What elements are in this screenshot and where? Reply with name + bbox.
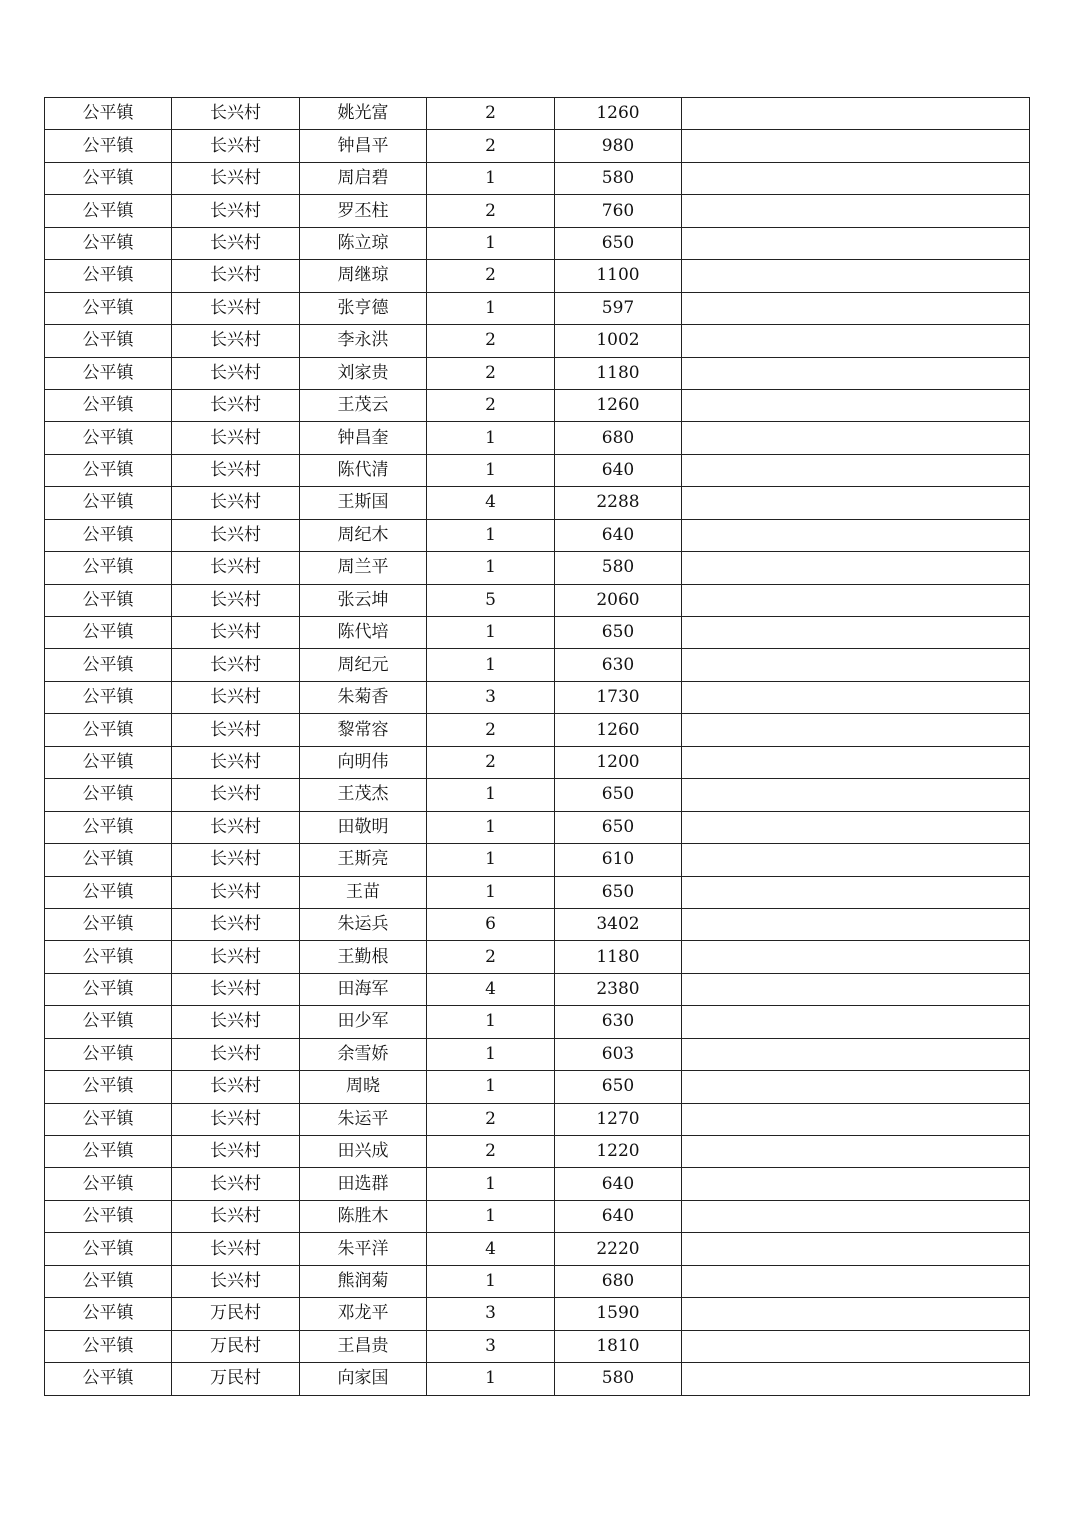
name-cell: 向明伟 xyxy=(300,746,427,778)
note-cell xyxy=(682,1103,1030,1135)
note-cell xyxy=(682,98,1030,130)
amount-cell: 580 xyxy=(555,162,682,194)
note-cell xyxy=(682,973,1030,1005)
amount-cell: 760 xyxy=(555,195,682,227)
town-cell: 公平镇 xyxy=(45,487,172,519)
village-cell: 长兴村 xyxy=(172,714,300,746)
amount-cell: 603 xyxy=(555,1038,682,1070)
table-row xyxy=(45,357,1030,389)
table-row xyxy=(45,811,1030,843)
amount-cell: 640 xyxy=(555,1168,682,1200)
town-cell: 公平镇 xyxy=(45,973,172,1005)
amount-cell: 650 xyxy=(555,876,682,908)
household-count-cell: 3 xyxy=(427,1298,555,1330)
amount-cell: 1270 xyxy=(555,1103,682,1135)
table-row xyxy=(45,422,1030,454)
name-cell: 邓龙平 xyxy=(300,1298,427,1330)
household-count-cell: 1 xyxy=(427,779,555,811)
note-cell xyxy=(682,325,1030,357)
household-count-cell: 1 xyxy=(427,422,555,454)
note-cell xyxy=(682,357,1030,389)
table-row xyxy=(45,908,1030,940)
village-cell: 长兴村 xyxy=(172,779,300,811)
village-cell: 长兴村 xyxy=(172,876,300,908)
village-cell: 长兴村 xyxy=(172,1136,300,1168)
note-cell xyxy=(682,746,1030,778)
household-count-cell: 2 xyxy=(427,195,555,227)
household-count-cell: 1 xyxy=(427,617,555,649)
amount-cell: 1730 xyxy=(555,681,682,713)
table-row xyxy=(45,1103,1030,1135)
note-cell xyxy=(682,1330,1030,1362)
amount-cell: 1100 xyxy=(555,260,682,292)
household-count-cell: 1 xyxy=(427,1006,555,1038)
village-cell: 长兴村 xyxy=(172,584,300,616)
town-cell: 公平镇 xyxy=(45,1006,172,1038)
village-cell: 长兴村 xyxy=(172,552,300,584)
amount-cell: 630 xyxy=(555,649,682,681)
amount-cell: 3402 xyxy=(555,908,682,940)
name-cell: 朱菊香 xyxy=(300,681,427,713)
table-row xyxy=(45,1330,1030,1362)
name-cell: 朱平洋 xyxy=(300,1233,427,1265)
amount-cell: 1200 xyxy=(555,746,682,778)
town-cell: 公平镇 xyxy=(45,422,172,454)
village-cell: 长兴村 xyxy=(172,519,300,551)
name-cell: 王斯国 xyxy=(300,487,427,519)
household-count-cell: 2 xyxy=(427,1136,555,1168)
town-cell: 公平镇 xyxy=(45,552,172,584)
town-cell: 公平镇 xyxy=(45,325,172,357)
town-cell: 公平镇 xyxy=(45,941,172,973)
table-row xyxy=(45,98,1030,130)
name-cell: 田海军 xyxy=(300,973,427,1005)
town-cell: 公平镇 xyxy=(45,1038,172,1070)
amount-cell: 1810 xyxy=(555,1330,682,1362)
name-cell: 周兰平 xyxy=(300,552,427,584)
town-cell: 公平镇 xyxy=(45,195,172,227)
name-cell: 王苗 xyxy=(300,876,427,908)
village-cell: 长兴村 xyxy=(172,973,300,1005)
town-cell: 公平镇 xyxy=(45,162,172,194)
table-row xyxy=(45,746,1030,778)
note-cell xyxy=(682,130,1030,162)
household-count-cell: 4 xyxy=(427,1233,555,1265)
name-cell: 周继琼 xyxy=(300,260,427,292)
town-cell: 公平镇 xyxy=(45,454,172,486)
amount-cell: 580 xyxy=(555,1363,682,1395)
note-cell xyxy=(682,584,1030,616)
note-cell xyxy=(682,389,1030,421)
amount-cell: 640 xyxy=(555,454,682,486)
household-count-cell: 4 xyxy=(427,973,555,1005)
note-cell xyxy=(682,487,1030,519)
amount-cell: 640 xyxy=(555,1200,682,1232)
note-cell xyxy=(682,260,1030,292)
note-cell xyxy=(682,649,1030,681)
village-cell: 长兴村 xyxy=(172,389,300,421)
town-cell: 公平镇 xyxy=(45,292,172,324)
name-cell: 周纪木 xyxy=(300,519,427,551)
household-count-cell: 2 xyxy=(427,130,555,162)
household-count-cell: 2 xyxy=(427,1103,555,1135)
note-cell xyxy=(682,292,1030,324)
name-cell: 朱运兵 xyxy=(300,908,427,940)
note-cell xyxy=(682,681,1030,713)
note-cell xyxy=(682,1006,1030,1038)
note-cell xyxy=(682,1200,1030,1232)
name-cell: 李永洪 xyxy=(300,325,427,357)
amount-cell: 630 xyxy=(555,1006,682,1038)
name-cell: 黎常容 xyxy=(300,714,427,746)
table-row xyxy=(45,292,1030,324)
household-count-cell: 6 xyxy=(427,908,555,940)
household-count-cell: 1 xyxy=(427,844,555,876)
village-cell: 长兴村 xyxy=(172,1233,300,1265)
amount-cell: 1260 xyxy=(555,98,682,130)
amount-cell: 2220 xyxy=(555,1233,682,1265)
village-cell: 长兴村 xyxy=(172,1200,300,1232)
name-cell: 周纪元 xyxy=(300,649,427,681)
table-row xyxy=(45,1298,1030,1330)
town-cell: 公平镇 xyxy=(45,811,172,843)
name-cell: 向家国 xyxy=(300,1363,427,1395)
name-cell: 田少军 xyxy=(300,1006,427,1038)
village-cell: 长兴村 xyxy=(172,844,300,876)
household-count-cell: 1 xyxy=(427,649,555,681)
amount-cell: 2380 xyxy=(555,973,682,1005)
name-cell: 周启碧 xyxy=(300,162,427,194)
table-row xyxy=(45,389,1030,421)
amount-cell: 1260 xyxy=(555,389,682,421)
amount-cell: 1180 xyxy=(555,357,682,389)
note-cell xyxy=(682,1363,1030,1395)
household-count-cell: 2 xyxy=(427,260,555,292)
name-cell: 田敬明 xyxy=(300,811,427,843)
table-row xyxy=(45,1233,1030,1265)
village-cell: 长兴村 xyxy=(172,1103,300,1135)
village-cell: 长兴村 xyxy=(172,130,300,162)
town-cell: 公平镇 xyxy=(45,1136,172,1168)
village-cell: 长兴村 xyxy=(172,1038,300,1070)
amount-cell: 1220 xyxy=(555,1136,682,1168)
town-cell: 公平镇 xyxy=(45,681,172,713)
table-row xyxy=(45,681,1030,713)
town-cell: 公平镇 xyxy=(45,1071,172,1103)
household-count-cell: 2 xyxy=(427,98,555,130)
household-count-cell: 1 xyxy=(427,162,555,194)
household-count-cell: 2 xyxy=(427,389,555,421)
amount-cell: 680 xyxy=(555,1265,682,1297)
village-cell: 长兴村 xyxy=(172,357,300,389)
household-count-cell: 1 xyxy=(427,227,555,259)
amount-cell: 650 xyxy=(555,227,682,259)
table-row xyxy=(45,649,1030,681)
note-cell xyxy=(682,1038,1030,1070)
amount-cell: 640 xyxy=(555,519,682,551)
village-cell: 长兴村 xyxy=(172,325,300,357)
table-row xyxy=(45,260,1030,292)
town-cell: 公平镇 xyxy=(45,617,172,649)
name-cell: 张云坤 xyxy=(300,584,427,616)
town-cell: 公平镇 xyxy=(45,779,172,811)
name-cell: 刘家贵 xyxy=(300,357,427,389)
amount-cell: 650 xyxy=(555,617,682,649)
table-row xyxy=(45,162,1030,194)
table-row xyxy=(45,1168,1030,1200)
village-cell: 长兴村 xyxy=(172,98,300,130)
town-cell: 公平镇 xyxy=(45,746,172,778)
table-row xyxy=(45,876,1030,908)
town-cell: 公平镇 xyxy=(45,649,172,681)
village-cell: 长兴村 xyxy=(172,227,300,259)
amount-cell: 2060 xyxy=(555,584,682,616)
name-cell: 张亨德 xyxy=(300,292,427,324)
village-cell: 长兴村 xyxy=(172,195,300,227)
name-cell: 钟昌奎 xyxy=(300,422,427,454)
household-count-cell: 1 xyxy=(427,454,555,486)
household-count-cell: 1 xyxy=(427,1200,555,1232)
household-count-cell: 2 xyxy=(427,357,555,389)
household-count-cell: 1 xyxy=(427,1071,555,1103)
table-row xyxy=(45,454,1030,486)
name-cell: 王斯亮 xyxy=(300,844,427,876)
household-count-cell: 1 xyxy=(427,552,555,584)
town-cell: 公平镇 xyxy=(45,1363,172,1395)
village-cell: 长兴村 xyxy=(172,746,300,778)
name-cell: 罗丕柱 xyxy=(300,195,427,227)
note-cell xyxy=(682,779,1030,811)
household-count-cell: 1 xyxy=(427,811,555,843)
note-cell xyxy=(682,1265,1030,1297)
note-cell xyxy=(682,1298,1030,1330)
table-row xyxy=(45,487,1030,519)
village-cell: 长兴村 xyxy=(172,617,300,649)
note-cell xyxy=(682,714,1030,746)
amount-cell: 610 xyxy=(555,844,682,876)
amount-cell: 680 xyxy=(555,422,682,454)
amount-cell: 1590 xyxy=(555,1298,682,1330)
name-cell: 王茂云 xyxy=(300,389,427,421)
household-count-cell: 5 xyxy=(427,584,555,616)
table-row xyxy=(45,584,1030,616)
table-row xyxy=(45,519,1030,551)
table-row xyxy=(45,1363,1030,1395)
village-cell: 长兴村 xyxy=(172,422,300,454)
table-row xyxy=(45,1006,1030,1038)
amount-cell: 597 xyxy=(555,292,682,324)
household-count-cell: 1 xyxy=(427,1168,555,1200)
amount-cell: 580 xyxy=(555,552,682,584)
amount-cell: 650 xyxy=(555,811,682,843)
note-cell xyxy=(682,227,1030,259)
village-cell: 长兴村 xyxy=(172,292,300,324)
town-cell: 公平镇 xyxy=(45,227,172,259)
table-row xyxy=(45,552,1030,584)
table-row xyxy=(45,714,1030,746)
town-cell: 公平镇 xyxy=(45,844,172,876)
household-count-cell: 3 xyxy=(427,681,555,713)
note-cell xyxy=(682,617,1030,649)
town-cell: 公平镇 xyxy=(45,357,172,389)
village-cell: 长兴村 xyxy=(172,1006,300,1038)
household-count-cell: 4 xyxy=(427,487,555,519)
table-row xyxy=(45,227,1030,259)
village-cell: 长兴村 xyxy=(172,1168,300,1200)
note-cell xyxy=(682,908,1030,940)
amount-cell: 2288 xyxy=(555,487,682,519)
amount-cell: 980 xyxy=(555,130,682,162)
village-cell: 长兴村 xyxy=(172,811,300,843)
note-cell xyxy=(682,552,1030,584)
town-cell: 公平镇 xyxy=(45,1265,172,1297)
household-count-cell: 2 xyxy=(427,746,555,778)
table-row xyxy=(45,195,1030,227)
village-cell: 长兴村 xyxy=(172,681,300,713)
village-cell: 长兴村 xyxy=(172,487,300,519)
name-cell: 姚光富 xyxy=(300,98,427,130)
amount-cell: 650 xyxy=(555,779,682,811)
table-row xyxy=(45,973,1030,1005)
note-cell xyxy=(682,811,1030,843)
town-cell: 公平镇 xyxy=(45,519,172,551)
household-count-cell: 2 xyxy=(427,941,555,973)
table-row xyxy=(45,1200,1030,1232)
table-row xyxy=(45,1265,1030,1297)
household-count-cell: 2 xyxy=(427,714,555,746)
town-cell: 公平镇 xyxy=(45,130,172,162)
note-cell xyxy=(682,941,1030,973)
village-cell: 万民村 xyxy=(172,1363,300,1395)
table-body xyxy=(45,98,1030,1396)
name-cell: 朱运平 xyxy=(300,1103,427,1135)
town-cell: 公平镇 xyxy=(45,260,172,292)
town-cell: 公平镇 xyxy=(45,1298,172,1330)
note-cell xyxy=(682,519,1030,551)
note-cell xyxy=(682,454,1030,486)
household-count-cell: 1 xyxy=(427,1363,555,1395)
name-cell: 王茂杰 xyxy=(300,779,427,811)
name-cell: 熊润菊 xyxy=(300,1265,427,1297)
amount-cell: 1260 xyxy=(555,714,682,746)
village-cell: 万民村 xyxy=(172,1330,300,1362)
amount-cell: 1002 xyxy=(555,325,682,357)
town-cell: 公平镇 xyxy=(45,1233,172,1265)
village-cell: 长兴村 xyxy=(172,260,300,292)
name-cell: 田兴成 xyxy=(300,1136,427,1168)
town-cell: 公平镇 xyxy=(45,908,172,940)
table-row xyxy=(45,617,1030,649)
name-cell: 陈立琼 xyxy=(300,227,427,259)
town-cell: 公平镇 xyxy=(45,584,172,616)
table-row xyxy=(45,325,1030,357)
note-cell xyxy=(682,1233,1030,1265)
name-cell: 周晓 xyxy=(300,1071,427,1103)
note-cell xyxy=(682,162,1030,194)
name-cell: 陈代培 xyxy=(300,617,427,649)
village-cell: 长兴村 xyxy=(172,1071,300,1103)
name-cell: 王勤根 xyxy=(300,941,427,973)
amount-cell: 1180 xyxy=(555,941,682,973)
village-cell: 长兴村 xyxy=(172,162,300,194)
household-count-cell: 1 xyxy=(427,876,555,908)
household-count-cell: 1 xyxy=(427,519,555,551)
household-count-cell: 1 xyxy=(427,1265,555,1297)
town-cell: 公平镇 xyxy=(45,714,172,746)
household-count-cell: 1 xyxy=(427,292,555,324)
note-cell xyxy=(682,1168,1030,1200)
town-cell: 公平镇 xyxy=(45,98,172,130)
household-count-cell: 3 xyxy=(427,1330,555,1362)
note-cell xyxy=(682,844,1030,876)
table-row xyxy=(45,779,1030,811)
town-cell: 公平镇 xyxy=(45,389,172,421)
town-cell: 公平镇 xyxy=(45,1103,172,1135)
village-cell: 长兴村 xyxy=(172,1265,300,1297)
village-cell: 长兴村 xyxy=(172,908,300,940)
name-cell: 王昌贵 xyxy=(300,1330,427,1362)
village-cell: 长兴村 xyxy=(172,941,300,973)
village-cell: 长兴村 xyxy=(172,454,300,486)
amount-cell: 650 xyxy=(555,1071,682,1103)
note-cell xyxy=(682,422,1030,454)
note-cell xyxy=(682,876,1030,908)
town-cell: 公平镇 xyxy=(45,876,172,908)
village-cell: 长兴村 xyxy=(172,649,300,681)
name-cell: 余雪娇 xyxy=(300,1038,427,1070)
table-row xyxy=(45,1038,1030,1070)
table-row xyxy=(45,1071,1030,1103)
village-cell: 万民村 xyxy=(172,1298,300,1330)
table-row xyxy=(45,941,1030,973)
name-cell: 陈胜木 xyxy=(300,1200,427,1232)
town-cell: 公平镇 xyxy=(45,1168,172,1200)
table-row xyxy=(45,130,1030,162)
town-cell: 公平镇 xyxy=(45,1200,172,1232)
name-cell: 陈代清 xyxy=(300,454,427,486)
table-row xyxy=(45,844,1030,876)
town-cell: 公平镇 xyxy=(45,1330,172,1362)
table-row xyxy=(45,1136,1030,1168)
household-count-cell: 2 xyxy=(427,325,555,357)
note-cell xyxy=(682,1071,1030,1103)
name-cell: 田选群 xyxy=(300,1168,427,1200)
recipient-table xyxy=(44,97,1030,1396)
note-cell xyxy=(682,195,1030,227)
household-count-cell: 1 xyxy=(427,1038,555,1070)
name-cell: 钟昌平 xyxy=(300,130,427,162)
note-cell xyxy=(682,1136,1030,1168)
